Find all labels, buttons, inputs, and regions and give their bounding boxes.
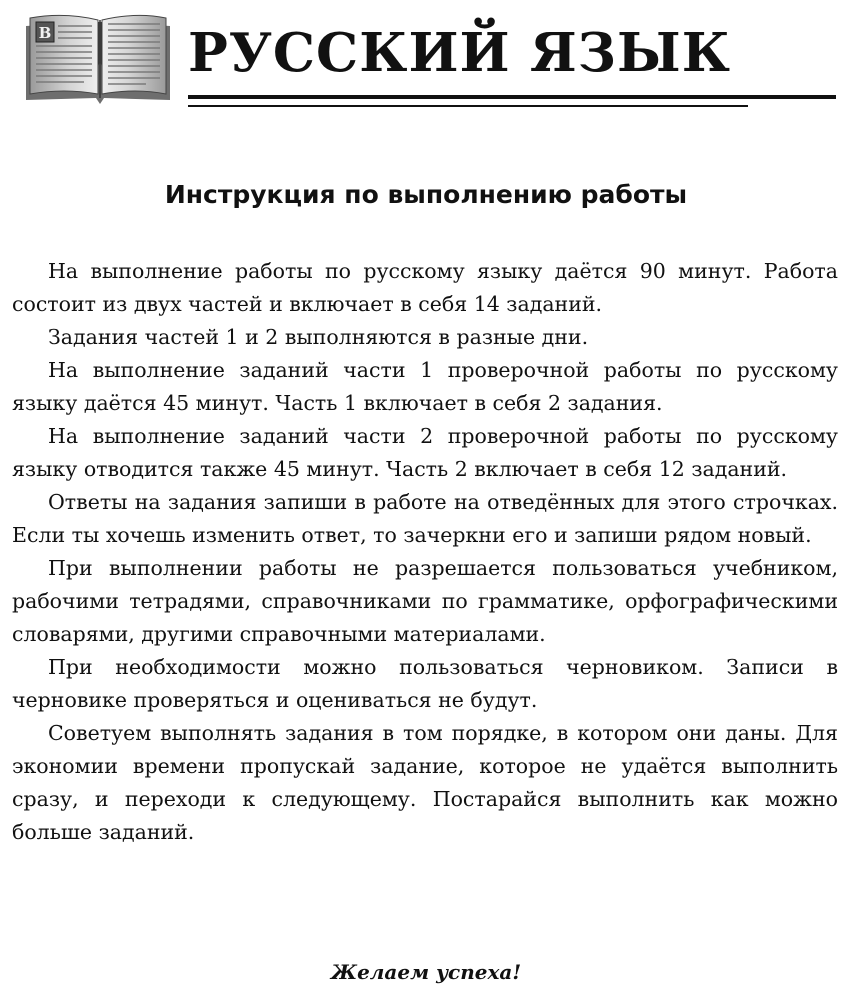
instruction-paragraph: На выполнение заданий части 2 проверочной работы по русскому языку отводится также 45 минут. Часть 2 включает в себя 12 заданий. — [12, 424, 838, 481]
book-initial: В — [38, 24, 52, 42]
instruction-paragraph: На выполнение работы по русскому языку даётся 90 минут. Работа состоит из двух частей и включает в себя 14 заданий. — [12, 259, 838, 316]
title-rule-thick — [188, 95, 836, 99]
instruction-paragraph: Советуем выполнять задания в том порядке, в котором они даны. Для экономии времени пропускай задание, которое не удаётся выполнить сразу, и переходи к следующему. Постарайся выполнить как можно больше заданий. — [12, 721, 838, 844]
instruction-paragraph: При выполнении работы не разрешается пользоваться учебником, рабочими тетрадями, справочниками по грамматике, орфографическими словарями, другими справочными материалами. — [12, 556, 838, 646]
instruction-paragraph: На выполнение заданий части 1 проверочной работы по русскому языку даётся 45 минут. Часть 1 включает в себя 2 задания. — [12, 358, 838, 415]
subject-title: РУССКИЙ ЯЗЫК — [188, 22, 731, 84]
instructions-body — [12, 255, 838, 849]
title-rule-thin — [188, 105, 748, 107]
instructions-heading: Инструкция по выполнению работы — [164, 180, 688, 209]
instruction-paragraph: При необходимости можно пользоваться черновиком. Записи в черновике проверяться и оцениваться не будут. — [12, 655, 838, 712]
closing-wish: Желаем успеха! — [330, 960, 522, 984]
open-book-icon — [22, 8, 174, 108]
page-header — [0, 0, 852, 115]
instruction-paragraph: Ответы на задания запиши в работе на отведённых для этого строчках. Если ты хочешь изменить ответ, то зачеркни его и запиши рядом новый. — [12, 490, 838, 547]
instruction-paragraph: Задания частей 1 и 2 выполняются в разные дни. — [48, 325, 589, 349]
